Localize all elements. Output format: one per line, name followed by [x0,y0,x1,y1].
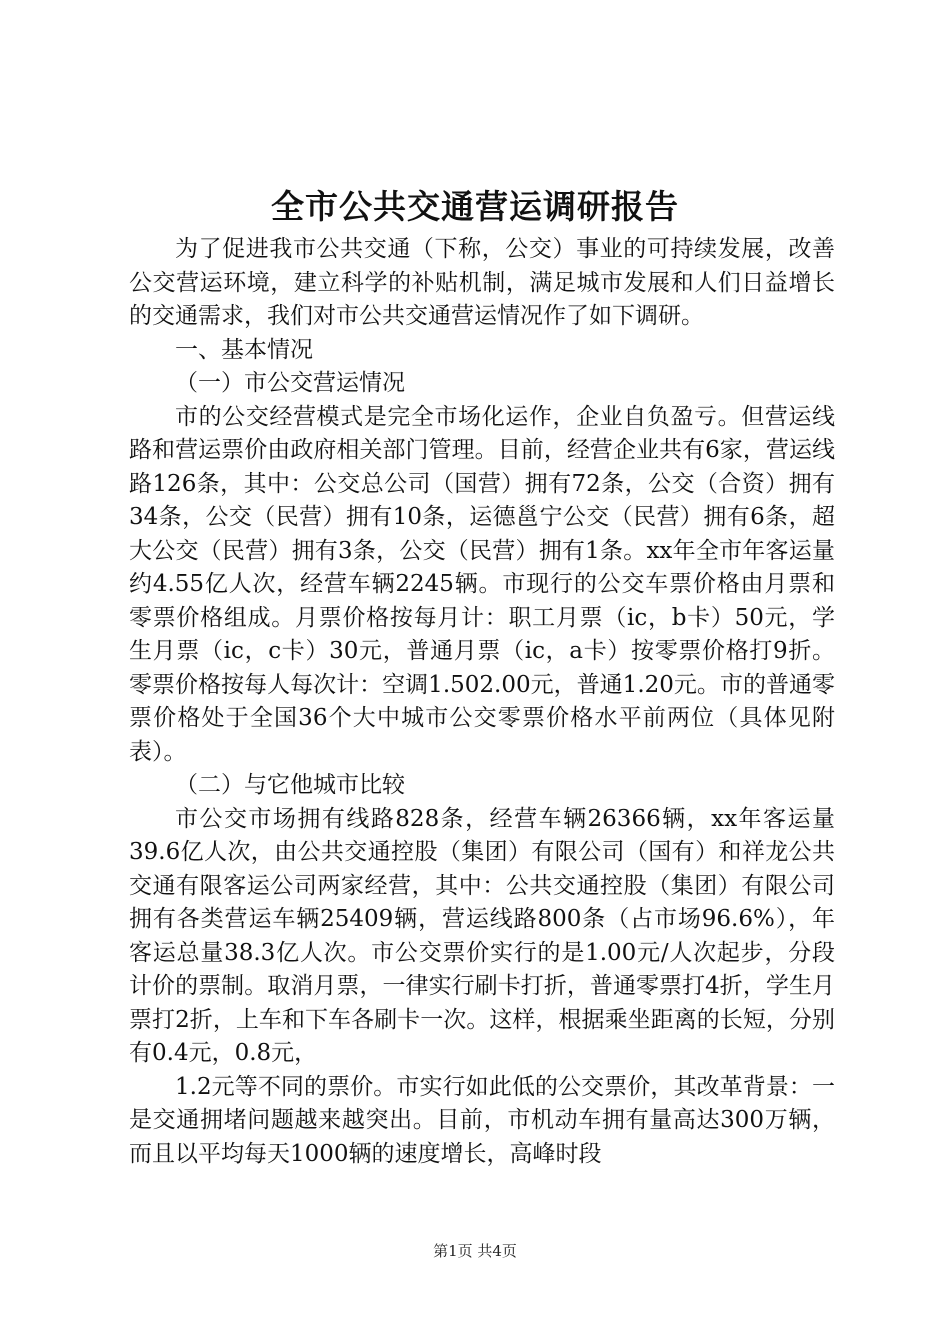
background-paragraph: 1.2元等不同的票价。市实行如此低的公交票价，其改革背景：一是交通拥堵问题越来越突出。目前，市机动车拥有量高达300万辆，而且以平均每天1000辆的速度增长，高峰时段 [129,1073,835,1167]
comparison-paragraph: 市公交市场拥有线路828条，经营车辆26366辆，xx年客运量39.6亿人次，由公共交通控股（集团）有限公司（国有）和祥龙公共交通有限客运公司两家经营，其中：公共交通控股（集团）有限公司拥有各类营运车辆25409辆，营运线路800条（占市场96.6%），年客运总量38.3亿人次。市公交票价实行的是1.00元/人次起步，分段计价的票制。取消月票，一律实行刷卡打折，普通零票打4折，学生月票打2折，上车和下车各刷卡一次。这样，根据乘坐距离的长短，分别有0.4元，0.8元， [129,805,835,1066]
operations-paragraph: 市的公交经营模式是完全市场化运作，企业自负盈亏。但营运线路和营运票价由政府相关部门管理。目前，经营企业共有6家，营运线路126条，其中：公交总公司（国营）拥有72条，公交（合资）拥有34条，公交（民营）拥有10条，运德邕宁公交（民营）拥有6条，超大公交（民营）拥有3条，公交（民营）拥有1条。xx年全市年客运量约4.55亿人次，经营车辆2245辆。市现行的公交车票价格由月票和零票价格组成。月票价格按每月计：职工月票（ic，b卡）50元，学生月票（ic，c卡）30元，普通月票（ic，a卡）按零票价格打9折。零票价格按每人每次计：空调1.502.00元，普通1.20元。市的普通零票价格处于全国36个大中城市公交零票价格水平前两位（具体见附表）。 [129,403,835,765]
subsection-heading-comparison: （二）与它他城市比较 [175,772,405,798]
intro-paragraph: 为了促进我市公共交通（下称，公交）事业的可持续发展，改善公交营运环境，建立科学的补贴机制，满足城市发展和人们日益增长的交通需求，我们对市公共交通营运情况作了如下调研。 [129,236,835,329]
page-number-footer: 第1页 共4页 [433,1242,517,1260]
document-body [129,233,835,1171]
section-heading-basic: 一、基本情况 [175,336,313,363]
document-title: 全市公共交通营运调研报告 [271,187,679,226]
subsection-heading-operations: （一）市公交营运情况 [175,370,405,396]
